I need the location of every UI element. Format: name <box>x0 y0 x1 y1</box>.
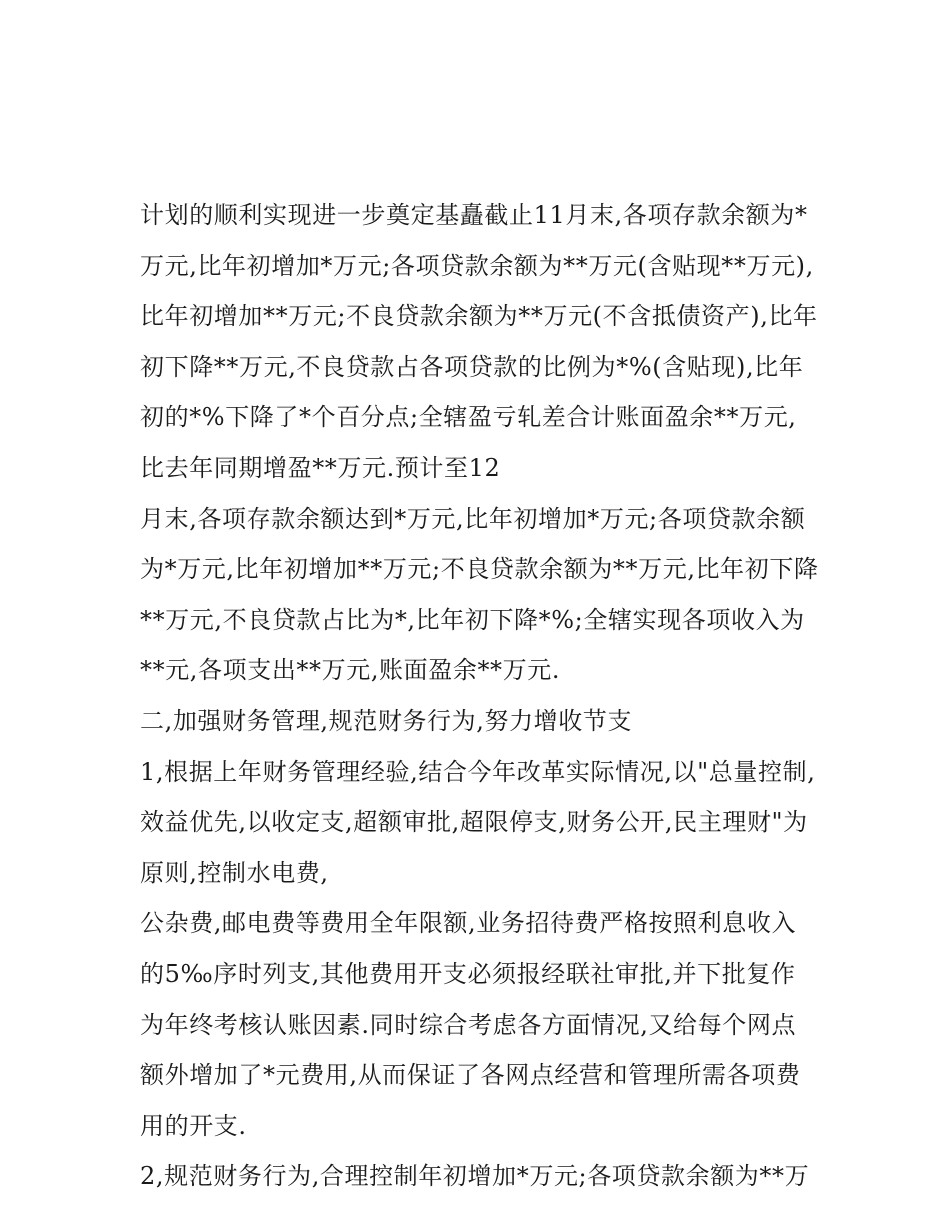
text-line: 额外增加了*元费用,从而保证了各网点经营和管理所需各项费 <box>140 1061 801 1090</box>
text-line: 2,规范财务行为,合理控制年初增加*万元;各项贷款余额为**万 <box>140 1162 810 1191</box>
text-line: 原则,控制水电费, <box>140 858 329 887</box>
text-line: 效益优先,以收定支,超额审批,超限停支,财务公开,民主理财"为 <box>140 808 808 837</box>
text-line: 比年初增加**万元;不良贷款余额为**万元(不含抵债资产),比年 <box>140 302 818 331</box>
text-line: 月末,各项存款余额达到*万元,比年初增加*万元;各项贷款余额 <box>140 504 806 533</box>
text-line: 用的开支. <box>140 1111 247 1140</box>
text-line: 计划的顺利实现进一步奠定基矗截止11月末,各项存款余额为* <box>140 201 808 229</box>
text-line: 的5‰序时列支,其他费用开支必须报经联社审批,并下批复作 <box>140 959 796 988</box>
text-line: 为年终考核认账因素.同时综合考虑各方面情况,又给每个网点 <box>140 1010 797 1039</box>
text-line: 公杂费,邮电费等费用全年限额,业务招待费严格按照利息收入 <box>140 909 797 938</box>
text-line: 为*万元,比年初增加**万元;不良贷款余额为**万元,比年初下降 <box>140 555 819 584</box>
text-line: 比去年同期增盈**万元.预计至12 <box>140 453 501 482</box>
text-line: 初下降**万元,不良贷款占各项贷款的比例为*%(含贴现),比年 <box>140 352 804 381</box>
document-body <box>140 190 820 1202</box>
text-line: 万元,比年初增加*万元;各项贷款余额为**万元(含贴现**万元), <box>140 251 814 280</box>
text-line: 初的*%下降了*个百分点;全辖盈亏轧差合计账面盈余**万元, <box>140 403 797 432</box>
section-heading: 二,加强财务管理,规范财务行为,努力增收节支 <box>140 706 633 735</box>
text-line: **万元,不良贷款占比为*,比年初下降*%;全辖实现各项收入为 <box>140 605 805 634</box>
text-line: 1,根据上年财务管理经验,结合今年改革实际情况,以"总量控制, <box>140 757 816 786</box>
text-line: **元,各项支出**万元,账面盈余**万元. <box>140 656 561 685</box>
